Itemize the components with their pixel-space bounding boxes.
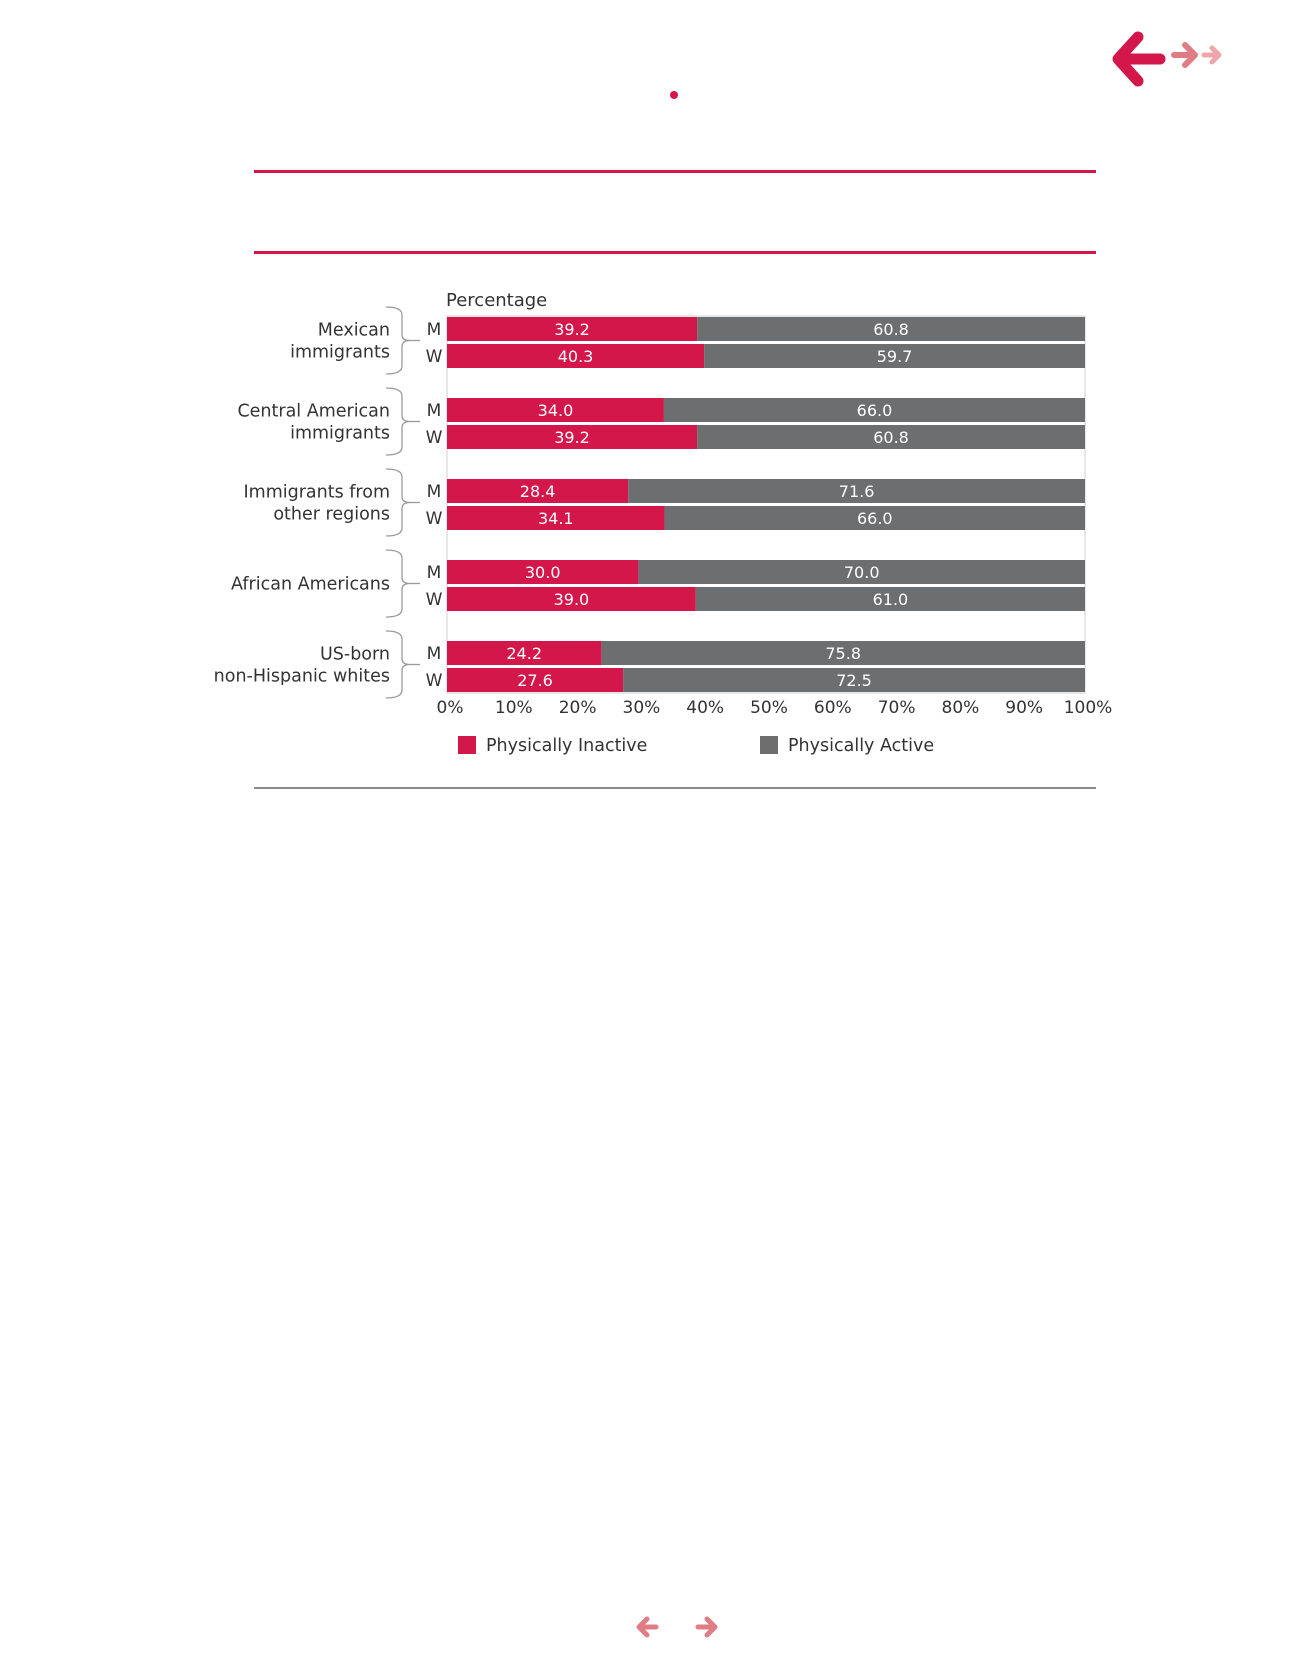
bar-value-label: 30.0	[524, 563, 561, 582]
next-page-icon[interactable]	[682, 1612, 722, 1642]
legend-label-active: Physically Active	[788, 736, 935, 756]
x-tick-label: 100%	[1063, 698, 1113, 718]
sex-label: M	[426, 482, 442, 502]
legend-label-inactive: Physically Inactive	[486, 736, 648, 756]
bar-value-label: 34.0	[537, 401, 574, 420]
sex-label: W	[425, 509, 443, 529]
x-tick-label: 90%	[1005, 698, 1044, 718]
sex-label: M	[426, 644, 442, 664]
x-tick-label: 30%	[622, 698, 661, 718]
x-tick-label: 50%	[750, 698, 788, 718]
bar-value-label: 28.4	[519, 482, 556, 501]
bar-value-label: 72.5	[836, 671, 872, 690]
group-label: US-born	[319, 644, 390, 665]
bar-value-label: 39.0	[553, 590, 590, 609]
plot-frame	[447, 316, 1085, 693]
group-label: Mexican	[317, 320, 390, 341]
x-tick-label: 60%	[813, 698, 852, 718]
group-label: non-Hispanic whites	[213, 666, 390, 687]
group-label: Central American	[237, 401, 390, 422]
sex-label: W	[425, 671, 443, 691]
group-bracket	[386, 307, 410, 374]
bar-value-label: 60.8	[873, 320, 909, 339]
bar-value-label: 75.8	[825, 644, 862, 663]
legend-swatch-inactive	[458, 736, 476, 754]
group-bracket	[386, 631, 410, 698]
x-tick-label: 70%	[877, 698, 916, 718]
legend-swatch-active	[760, 736, 778, 754]
x-tick-label: 0%	[436, 698, 464, 718]
bar-value-label: 39.2	[554, 428, 590, 447]
bar-value-label: 39.2	[554, 320, 590, 339]
bottom-navigation	[632, 1612, 722, 1642]
sex-label: W	[425, 428, 443, 448]
group-bracket	[386, 388, 410, 455]
x-tick-label: 20%	[558, 698, 597, 718]
sex-label: M	[426, 320, 442, 340]
x-tick-label: 40%	[686, 698, 725, 718]
bar-value-label: 27.6	[517, 671, 553, 690]
bar-value-label: 40.3	[557, 347, 594, 366]
sex-label: W	[425, 347, 443, 367]
axis-title: Percentage	[446, 290, 548, 311]
sex-label: W	[425, 590, 443, 610]
group-label: immigrants	[290, 423, 390, 444]
group-label: immigrants	[290, 342, 390, 363]
group-label: other regions	[273, 504, 390, 525]
sex-label: M	[426, 563, 442, 583]
group-label: African Americans	[231, 574, 390, 595]
bar-value-label: 59.7	[876, 347, 913, 366]
x-tick-label: 10%	[494, 698, 533, 718]
bar-value-label: 70.0	[843, 563, 880, 582]
x-tick-label: 80%	[941, 698, 980, 718]
stacked-bar-chart	[0, 0, 1312, 800]
group-bracket	[386, 469, 410, 536]
sex-label: M	[426, 401, 442, 421]
group-label: Immigrants from	[243, 482, 390, 503]
bar-value-label: 34.1	[537, 509, 574, 528]
bar-value-label: 24.2	[506, 644, 543, 663]
bar-value-label: 66.0	[856, 509, 893, 528]
bar-value-label: 71.6	[838, 482, 875, 501]
bar-value-label: 66.0	[856, 401, 893, 420]
previous-page-icon[interactable]	[632, 1612, 672, 1642]
bar-value-label: 61.0	[872, 590, 909, 609]
bar-value-label: 60.8	[873, 428, 909, 447]
